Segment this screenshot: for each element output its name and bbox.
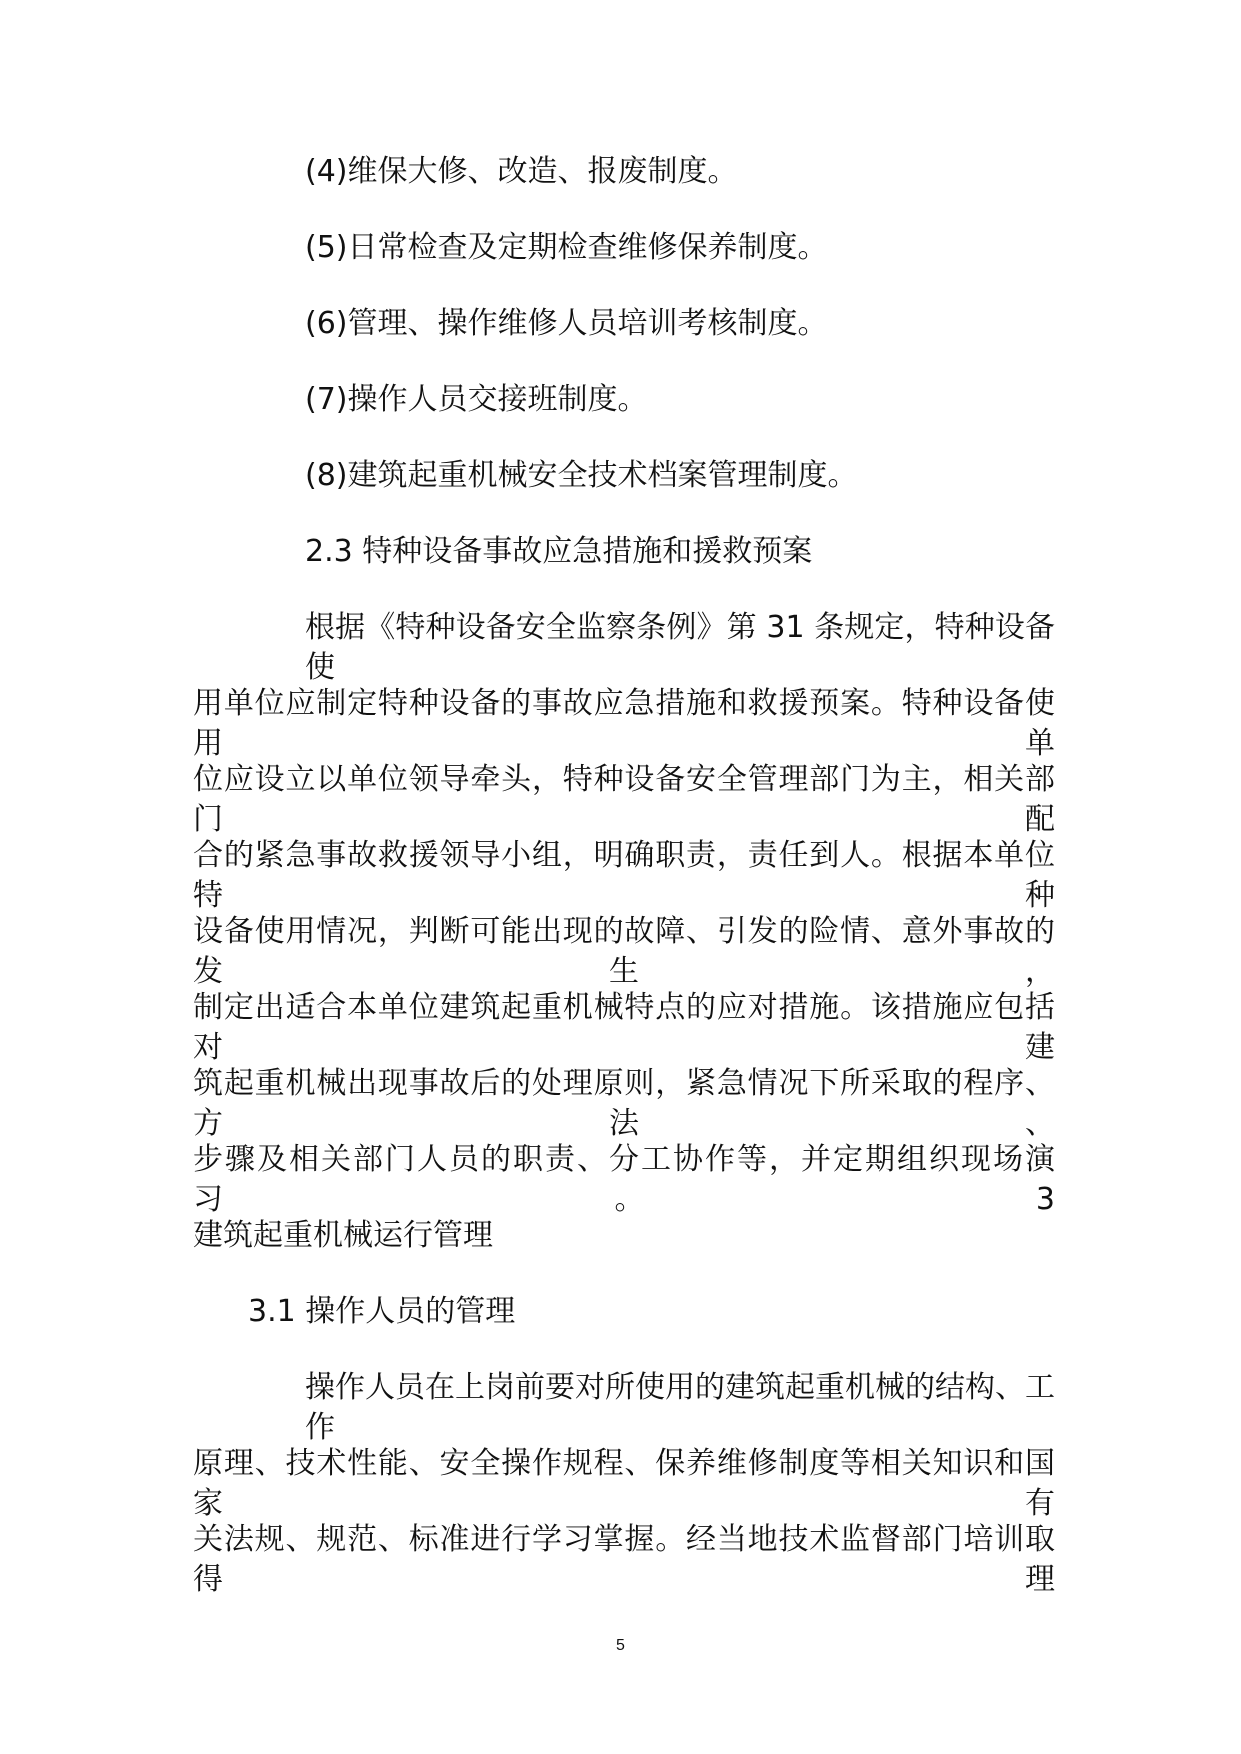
paragraph-line: 根据《特种设备安全监察条例》第 31 条规定，特种设备使: [305, 610, 1055, 685]
paragraph-line: 合的紧急事故救援领导小组，明确职责，责任到人。根据本单位特种: [193, 838, 1055, 913]
list-item-8: (8)建筑起重机械安全技术档案管理制度。: [305, 458, 858, 493]
section-heading-2-3: 2.3 特种设备事故应急措施和援救预案: [305, 534, 813, 569]
list-item-4: (4)维保大修、改造、报废制度。: [305, 154, 738, 189]
paragraph-line: 关法规、规范、标准进行学习掌握。经当地技术监督部门培训取得理: [193, 1522, 1055, 1597]
paragraph-line: 用单位应制定特种设备的事故应急措施和救援预案。特种设备使用单: [193, 686, 1055, 761]
section-heading-3-1: 3.1 操作人员的管理: [248, 1294, 516, 1329]
list-item-6: (6)管理、操作维修人员培训考核制度。: [305, 306, 828, 341]
paragraph-line: 建筑起重机械运行管理: [193, 1218, 493, 1253]
paragraph-line: 制定出适合本单位建筑起重机械特点的应对措施。该措施应包括对建: [193, 990, 1055, 1065]
paragraph-line: 原理、技术性能、安全操作规程、保养维修制度等相关知识和国家有: [193, 1446, 1055, 1521]
list-item-5: (5)日常检查及定期检查维修保养制度。: [305, 230, 828, 265]
page-number: 5: [616, 1637, 625, 1654]
paragraph-line: 筑起重机械出现事故后的处理原则，紧急情况下所采取的程序、方法、: [193, 1066, 1055, 1141]
list-item-7: (7)操作人员交接班制度。: [305, 382, 648, 417]
paragraph-line: 位应设立以单位领导牵头，特种设备安全管理部门为主，相关部门配: [193, 762, 1055, 837]
paragraph-line: 设备使用情况，判断可能出现的故障、引发的险情、意外事故的发生，: [193, 914, 1055, 989]
paragraph-line: 操作人员在上岗前要对所使用的建筑起重机械的结构、工作: [305, 1370, 1055, 1445]
paragraph-line: 步骤及相关部门人员的职责、分工协作等，并定期组织现场演习。3: [193, 1142, 1055, 1217]
